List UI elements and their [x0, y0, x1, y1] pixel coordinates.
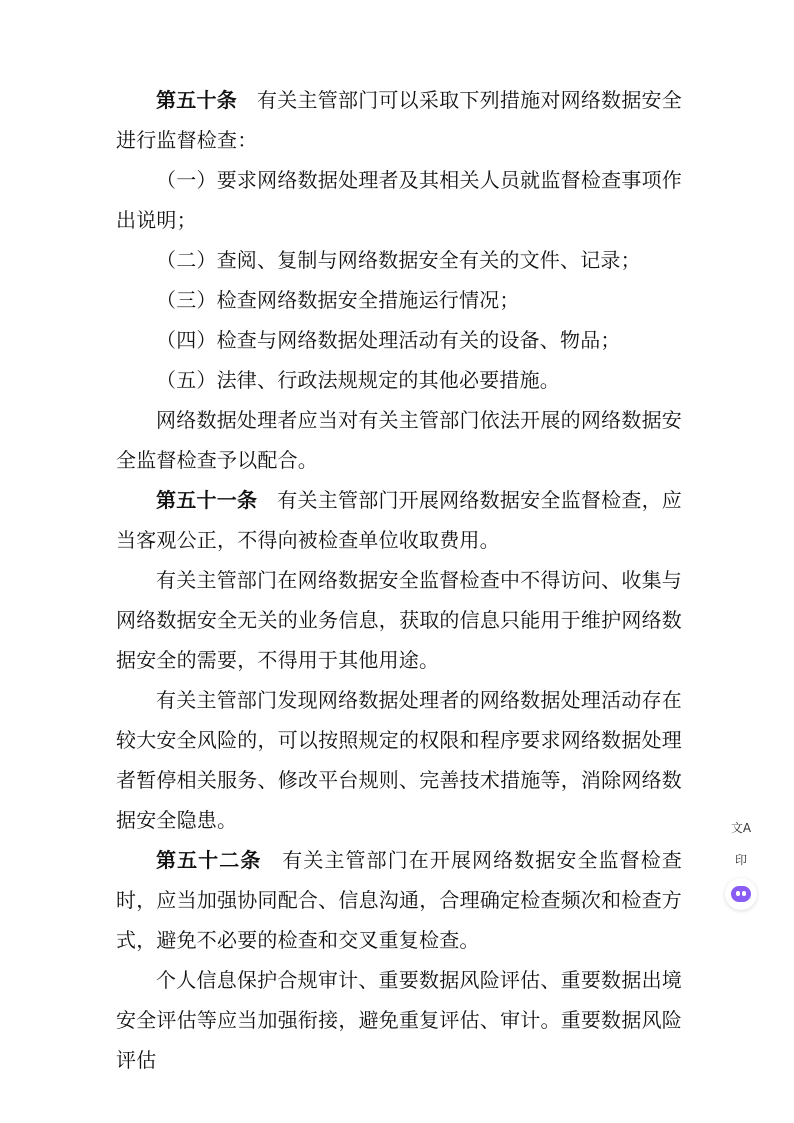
paragraph-text: 个人信息保护合规审计、重要数据风险评估、重要数据出境安全评估等应当加强衔接，避免重复评估、审计。重要数据风险评估: [116, 968, 682, 1072]
paragraph-11: [116, 840, 682, 960]
paragraph-text: （一）要求网络数据处理者及其相关人员就监督检查事项作出说明；: [116, 168, 682, 232]
paragraph-text: （四）检查与网络数据处理活动有关的设备、物品；: [156, 328, 621, 352]
paragraph-9: [116, 560, 682, 680]
paragraph-text: 有关主管部门在开展网络数据安全监督检查时，应当加强协同配合、信息沟通，合理确定检查频次和检查方式，避免不必要的检查和交叉重复检查。: [116, 848, 682, 952]
print-button[interactable]: [726, 846, 756, 872]
paragraph-12: [116, 960, 682, 1080]
paragraph-7: [116, 400, 682, 480]
article-number: 第五十条: [156, 88, 237, 112]
paragraph-6: [116, 360, 682, 400]
document-page: [116, 80, 682, 1080]
paragraph-text: 网络数据处理者应当对有关主管部门依法开展的网络数据安全监督检查予以配合。: [116, 408, 682, 472]
translate-button[interactable]: [726, 814, 756, 840]
paragraph-2: [116, 160, 682, 240]
paragraph-8: [116, 480, 682, 560]
ai-assistant-button[interactable]: [725, 878, 757, 910]
paragraph-10: [116, 680, 682, 840]
paragraph-5: [116, 320, 682, 360]
paragraph-4: [116, 280, 682, 320]
paragraph-3: [116, 240, 682, 280]
robot-icon: [731, 886, 751, 902]
paragraph-text: 有关主管部门发现网络数据处理者的网络数据处理活动存在较大安全风险的，可以按照规定的权限和程序要求网络数据处理者暂停相关服务、修改平台规则、完善技术措施等，消除网络数据安全隐患。: [116, 688, 682, 832]
paragraph-text: 有关主管部门可以采取下列措施对网络数据安全进行监督检查：: [116, 88, 682, 152]
paragraph-text: 有关主管部门在网络数据安全监督检查中不得访问、收集与网络数据安全无关的业务信息，获取的信息只能用于维护网络数据安全的需要，不得用于其他用途。: [116, 568, 682, 672]
paragraph-text: （五）法律、行政法规规定的其他必要措施。: [156, 368, 560, 392]
paragraph-text: （二）查阅、复制与网络数据安全有关的文件、记录；: [156, 248, 641, 272]
paragraph-text: （三）检查网络数据安全措施运行情况；: [156, 288, 520, 312]
article-number: 第五十二条: [156, 848, 262, 872]
article-number: 第五十一条: [156, 488, 258, 512]
paragraph-1: [116, 80, 682, 160]
translate-icon: 文A: [730, 820, 752, 835]
paragraph-text: 有关主管部门开展网络数据安全监督检查，应当客观公正，不得向被检查单位收取费用。: [116, 488, 683, 552]
print-icon: 印: [734, 852, 747, 867]
side-toolbar: [724, 814, 758, 910]
